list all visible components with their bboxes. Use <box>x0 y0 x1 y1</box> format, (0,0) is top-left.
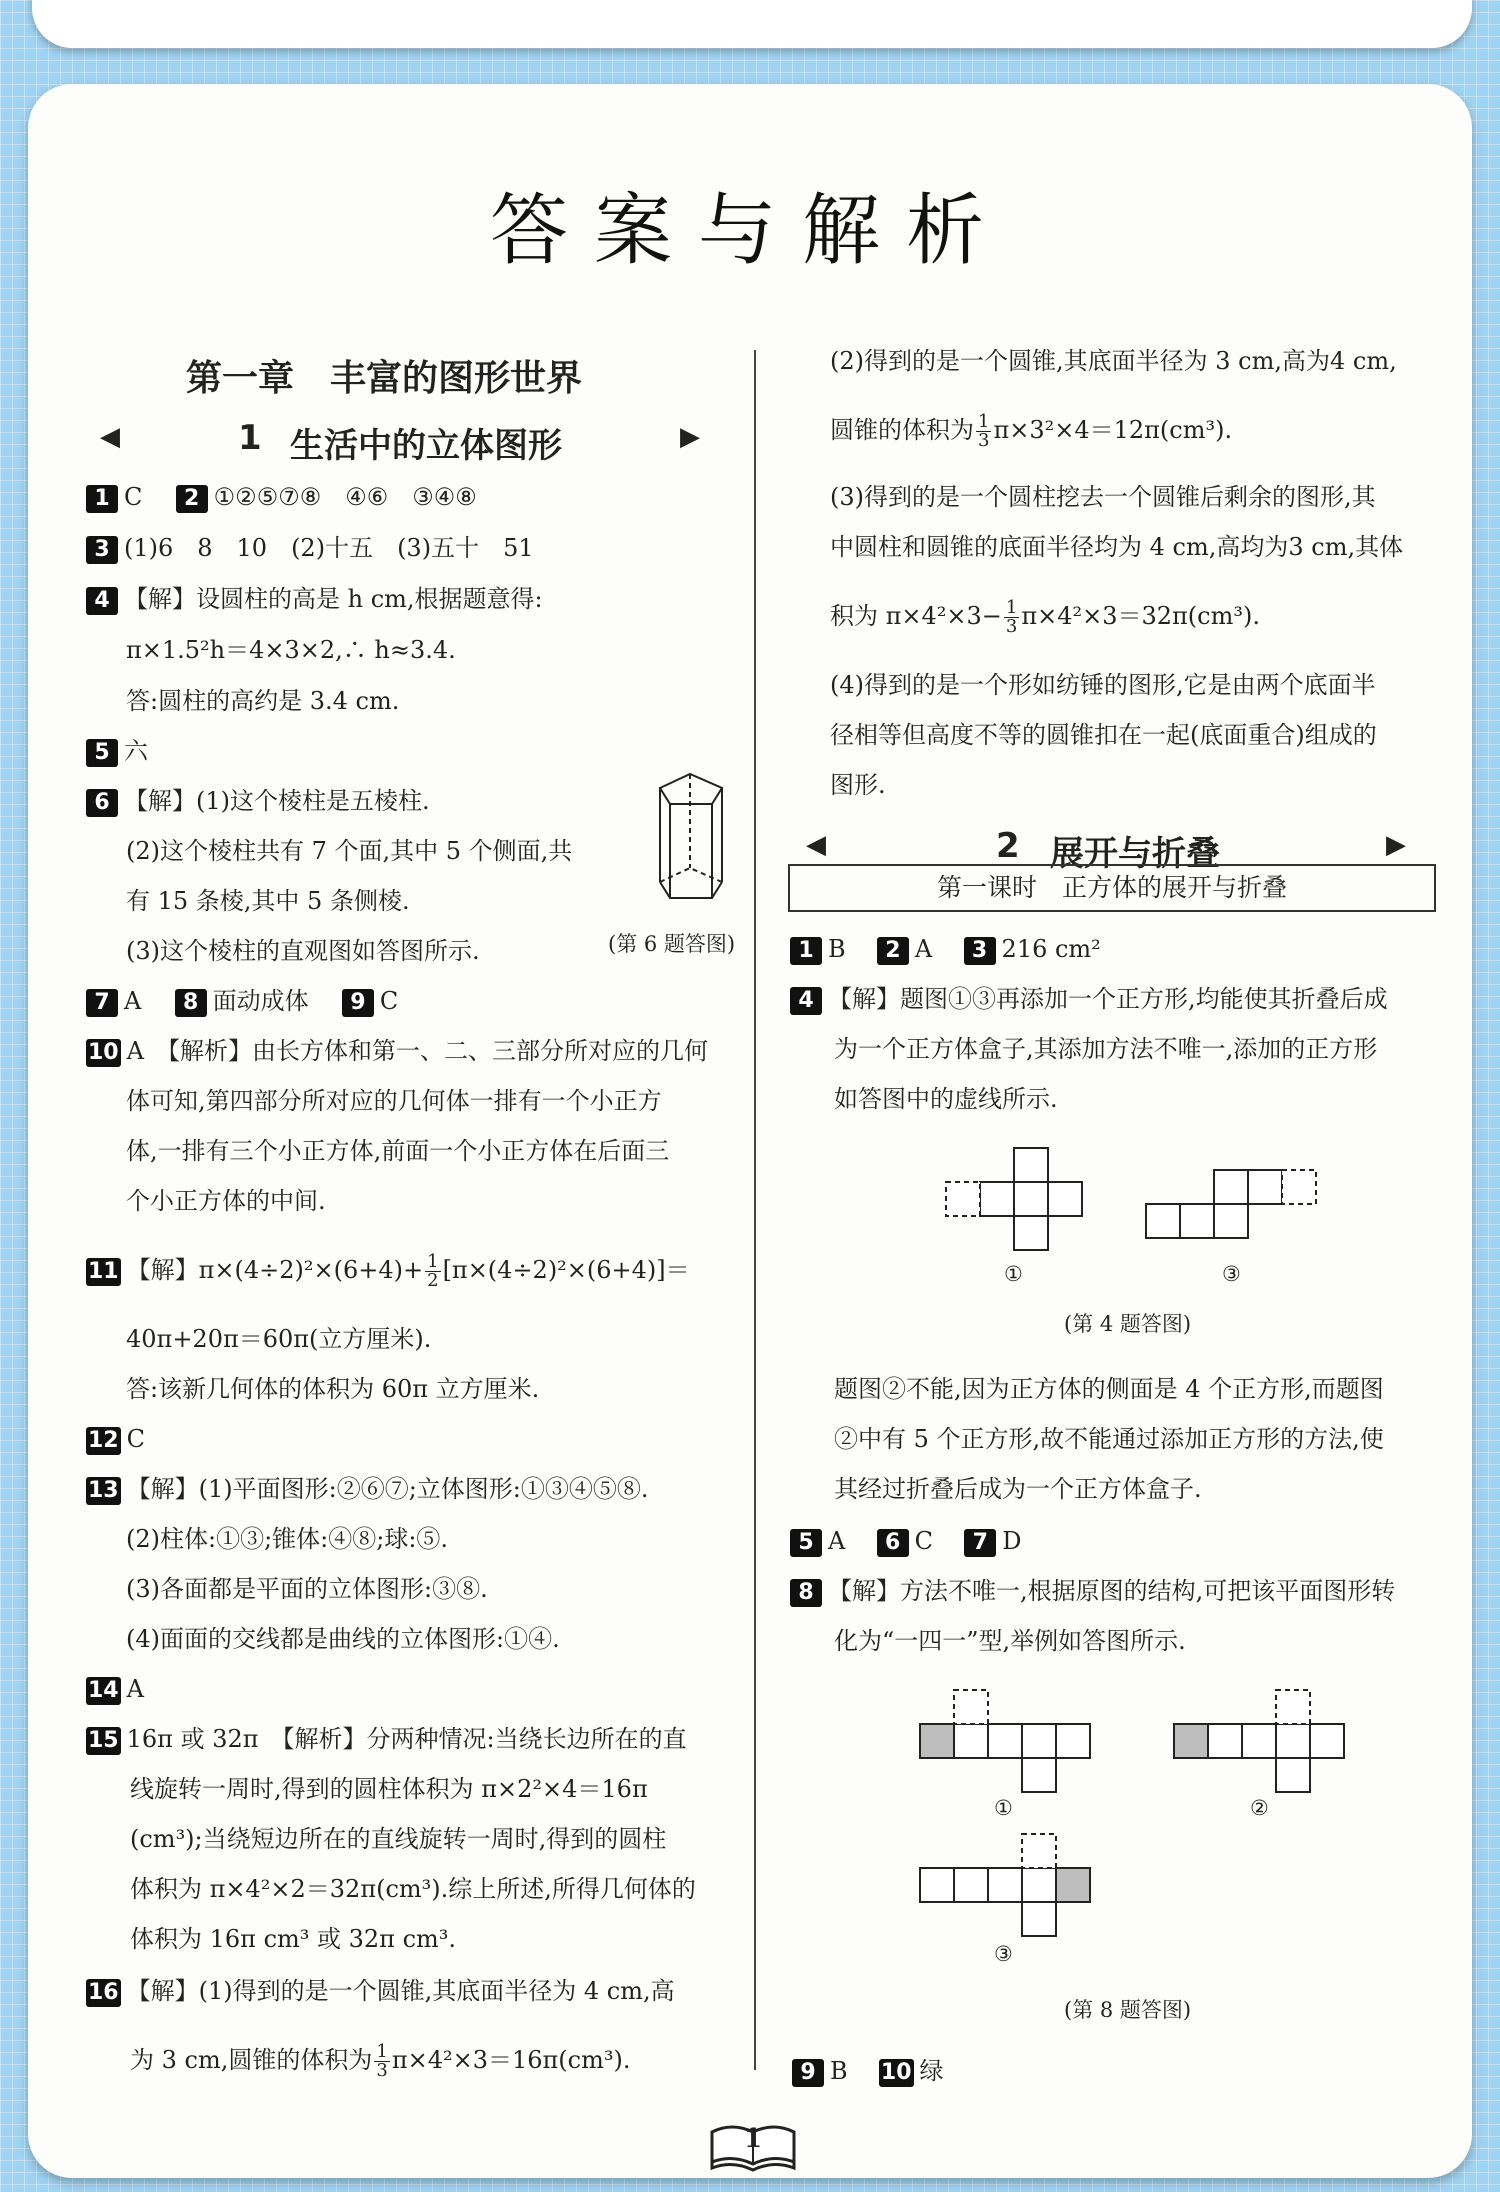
answer-line: 体可知,第四部分所对应的几何体一排有一个小正方 <box>126 1087 662 1115</box>
fig8-cube-nets <box>900 1680 1360 1970</box>
answer-line: (3)各面都是平面的立体图形:③⑧. <box>126 1575 488 1603</box>
answer-line: 1 B 2 A 3 216 cm² <box>790 934 1101 965</box>
answer-line: (3)得到的是一个圆柱挖去一个圆锥后剩余的图形,其 <box>830 483 1376 511</box>
answer-line: 5 六 <box>86 736 148 767</box>
section-2-number: 2 <box>996 826 1020 866</box>
answer-line: 如答图中的虚线所示. <box>834 1085 1058 1113</box>
fig8-label-1: ① <box>994 1796 1013 1820</box>
column-divider <box>754 350 756 2070</box>
answer-line: 7 A 8 面动成体 9 C <box>86 986 398 1017</box>
answer-line: π×1.5²h＝4×3×2,∴ h≈3.4. <box>126 636 456 664</box>
left-arrow-icon: ◀ <box>100 422 120 452</box>
fig8-label-2: ② <box>1250 1796 1269 1820</box>
answer-line: 化为“一四一”型,举例如答图所示. <box>834 1627 1186 1655</box>
page-number: 1 <box>744 2124 763 2154</box>
answer-line: 40π+20π＝60π(立方厘米). <box>126 1325 432 1353</box>
fraction: $\frac{1}{3}$ <box>1005 597 1018 637</box>
previous-page-edge <box>32 0 1472 48</box>
answer-line: 15 16π 或 32π 【解析】分两种情况:当绕长边所在的直 <box>88 1725 687 1753</box>
answer-line: 图形. <box>830 771 886 799</box>
answer-line: 9 B 10 绿 <box>792 2056 944 2087</box>
answer-line: 为一个正方体盒子,其添加方法不唯一,添加的正方形 <box>834 1035 1378 1063</box>
fraction: $\frac{1}{3}$ <box>978 411 990 451</box>
answer-line: 16 【解】(1)得到的是一个圆锥,其底面半径为 4 cm,高 <box>88 1977 675 2005</box>
answer-line: (2)得到的是一个圆锥,其底面半径为 3 cm,高为4 cm, <box>830 347 1397 375</box>
page-title: 答案与解析 <box>489 186 1010 276</box>
answer-line: 圆锥的体积为 $\frac{1}{3}$ π×3²×4＝12π(cm³). <box>830 411 1233 451</box>
pentagonal-prism-figure <box>650 770 730 910</box>
answer-line: 径相等但高度不等的圆锥扣在一起(底面重合)组成的 <box>830 721 1377 749</box>
answer-line: 为 3 cm,圆锥的体积为 $\frac{1}{3}$ π×4²×3＝16π(cm³). <box>130 2041 631 2081</box>
fraction: $\frac{1}{3}$ <box>376 2041 388 2081</box>
answer-line: 5 A 6 C 7 D <box>790 1526 1022 1557</box>
answer-line: 4 【解】题图①③再添加一个正方形,均能使其折叠后成 <box>790 984 1388 1015</box>
answer-line: 答:圆柱的高约是 3.4 cm. <box>126 687 400 715</box>
answer-line: 答:该新几何体的体积为 60π 立方厘米. <box>126 1375 540 1403</box>
answer-line: 12 C <box>88 1425 145 1453</box>
fig4-cube-nets <box>940 1140 1320 1260</box>
answer-line: 14 A <box>88 1675 144 1703</box>
fig8-caption: (第 8 题答图) <box>1064 1998 1192 2022</box>
answer-line: 11 【解】π×(4÷2)²×(6+4)+ $\frac{1}{2}$ [π×(4÷2)²×(6+4)]＝ <box>88 1251 690 1291</box>
answer-line: (cm³);当绕短边所在的直线旋转一周时,得到的圆柱 <box>130 1825 667 1853</box>
answer-line: 有 15 条棱,其中 5 条侧棱. <box>126 887 410 915</box>
lesson-heading: 第一课时 正方体的展开与折叠 <box>788 864 1436 912</box>
fraction: $\frac{1}{2}$ <box>427 1251 439 1291</box>
left-arrow-icon: ◀ <box>806 830 826 860</box>
answer-line: 13 【解】(1)平面图形:②⑥⑦;立体图形:①③④⑤⑧. <box>88 1475 649 1503</box>
right-arrow-icon: ▶ <box>680 422 700 452</box>
answer-line: 3 (1)6 8 10 (2)十五 (3)五十 51 <box>86 533 534 564</box>
answer-line: 4 【解】设圆柱的高是 h cm,根据题意得: <box>86 584 543 615</box>
answer-line: 1 C 2 ①②⑤⑦⑧ ④⑥ ③④⑧ <box>86 482 477 513</box>
answer-line: (2)这个棱柱共有 7 个面,其中 5 个侧面,共 <box>126 837 573 865</box>
answer-line: (4)得到的是一个形如纺锤的图形,它是由两个底面半 <box>830 671 1376 699</box>
answer-line: 体积为 π×4²×2＝32π(cm³).综上所述,所得几何体的 <box>130 1875 696 1903</box>
answer-line: (4)面面的交线都是曲线的立体图形:①④. <box>126 1625 560 1653</box>
answer-line: 8 【解】方法不唯一,根据原图的结构,可把该平面图形转 <box>790 1576 1395 1607</box>
fig4-label-3: ③ <box>1222 1262 1241 1286</box>
right-arrow-icon: ▶ <box>1386 830 1406 860</box>
section-2-title: 展开与折叠 <box>1050 834 1220 874</box>
answer-line: 线旋转一周时,得到的圆柱体积为 π×2²×4＝16π <box>130 1775 648 1803</box>
answer-line: 6 【解】(1)这个棱柱是五棱柱. <box>86 786 430 817</box>
fig8-label-3: ③ <box>994 1942 1013 1966</box>
section-1-title: 生活中的立体图形 <box>290 426 562 466</box>
answer-line: 题图②不能,因为正方体的侧面是 4 个正方形,而题图 <box>834 1375 1384 1403</box>
answer-line: 体积为 16π cm³ 或 32π cm³. <box>130 1925 457 1953</box>
section-1-number: 1 <box>238 418 262 458</box>
answer-line: 中圆柱和圆锥的底面半径均为 4 cm,高均为3 cm,其体 <box>830 533 1404 561</box>
fig6-caption: (第 6 题答图) <box>608 932 736 956</box>
answer-line: (2)柱体:①③;锥体:④⑧;球:⑤. <box>126 1525 449 1553</box>
answer-line: 积为 π×4²×3− $\frac{1}{3}$ π×4²×3＝32π(cm³). <box>830 597 1260 637</box>
fig4-caption: (第 4 题答图) <box>1064 1312 1192 1336</box>
answer-line: 10 A 【解析】由长方体和第一、二、三部分所对应的几何 <box>88 1037 708 1065</box>
section-1-bar <box>100 412 710 466</box>
chapter-title: 第一章 丰富的图形世界 <box>186 358 583 399</box>
answer-line: ②中有 5 个正方形,故不能通过添加正方形的方法,使 <box>834 1425 1384 1453</box>
answer-line: 体,一排有三个小正方体,前面一个小正方体在后面三 <box>126 1137 670 1165</box>
answer-line: 个小正方体的中间. <box>126 1187 326 1215</box>
answer-line: (3)这个棱柱的直观图如答图所示. <box>126 937 480 965</box>
answer-line: 其经过折叠后成为一个正方体盒子. <box>834 1475 1202 1503</box>
fig4-label-1: ① <box>1004 1262 1023 1286</box>
